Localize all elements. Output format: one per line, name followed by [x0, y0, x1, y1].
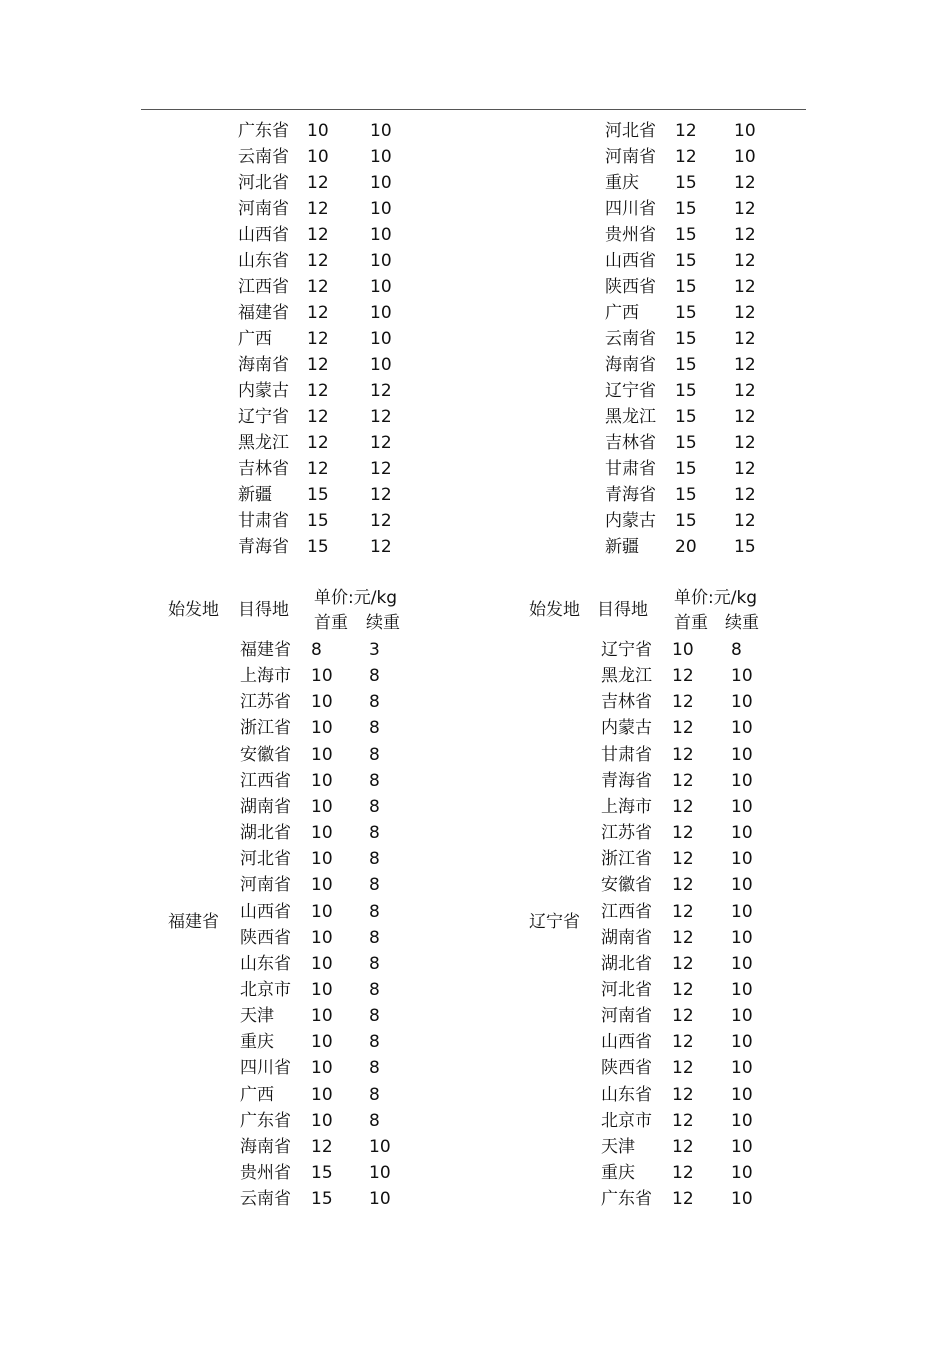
first-weight-cell: 10 — [311, 901, 333, 922]
destination-cell: 吉林省 — [238, 459, 289, 479]
destination-cell: 山西省 — [601, 1032, 652, 1053]
extra-weight-cell: 12 — [370, 433, 392, 453]
first-weight-cell: 12 — [672, 953, 694, 974]
extra-weight-cell: 8 — [369, 1032, 380, 1053]
extra-weight-cell: 8 — [369, 692, 380, 713]
destination-cell: 江西省 — [240, 770, 291, 791]
extra-weight-cell: 8 — [369, 666, 380, 687]
extra-weight-cell: 8 — [369, 1006, 380, 1027]
destination-cell: 上海市 — [240, 666, 291, 687]
destination-cell: 云南省 — [238, 147, 289, 167]
extra-weight-cell: 10 — [731, 953, 753, 974]
destination-cell: 云南省 — [605, 329, 656, 349]
extra-weight-cell: 3 — [369, 640, 380, 660]
extra-weight-cell: 10 — [731, 1163, 753, 1183]
destination-cell: 辽宁省 — [238, 407, 289, 427]
first-weight-cell: 12 — [307, 459, 329, 479]
destination-cell: 广东省 — [240, 1110, 291, 1131]
first-weight-cell: 12 — [307, 251, 329, 271]
first-weight-cell: 10 — [311, 1110, 333, 1131]
destination-cell: 重庆 — [601, 1163, 635, 1183]
destination-cell: 重庆 — [605, 173, 639, 193]
first-weight-cell: 12 — [307, 329, 329, 349]
destination-cell: 四川省 — [605, 199, 656, 219]
first-weight-cell: 10 — [311, 823, 333, 844]
destination-cell: 吉林省 — [601, 692, 652, 713]
destination-cell: 天津 — [240, 1006, 274, 1027]
first-weight-cell: 15 — [675, 173, 697, 193]
destination-cell: 青海省 — [601, 770, 652, 791]
extra-weight-cell: 12 — [734, 303, 756, 323]
destination-cell: 新疆 — [605, 537, 639, 557]
destination-cell: 河南省 — [605, 147, 656, 167]
first-weight-cell: 15 — [675, 277, 697, 297]
destination-cell: 贵州省 — [240, 1163, 291, 1183]
origin-column-header: 始发地 — [168, 600, 219, 620]
extra-weight-cell: 10 — [731, 875, 753, 896]
destination-cell: 广西 — [605, 303, 639, 323]
destination-cell: 广西 — [238, 329, 272, 349]
destination-cell: 山东省 — [240, 953, 291, 974]
first-weight-cell: 12 — [672, 979, 694, 1000]
first-weight-cell: 10 — [311, 1006, 333, 1027]
first-weight-cell: 12 — [672, 1058, 694, 1079]
first-weight-cell: 10 — [311, 849, 333, 870]
destination-cell: 内蒙古 — [605, 511, 656, 531]
extra-weight-cell: 12 — [734, 485, 756, 505]
first-weight-cell: 15 — [675, 459, 697, 479]
extra-weight-cell: 10 — [731, 796, 753, 817]
destination-cell: 黑龙江 — [605, 407, 656, 427]
destination-cell: 陕西省 — [240, 927, 291, 948]
extra-weight-cell: 15 — [734, 537, 756, 557]
extra-weight-cell: 10 — [370, 355, 392, 375]
extra-weight-cell: 8 — [369, 1084, 380, 1105]
extra-weight-cell: 8 — [369, 979, 380, 1000]
destination-cell: 河南省 — [238, 199, 289, 219]
first-weight-cell: 12 — [307, 303, 329, 323]
first-weight-cell: 10 — [311, 692, 333, 713]
destination-cell: 江苏省 — [240, 692, 291, 713]
extra-weight-cell: 8 — [369, 823, 380, 844]
destination-cell: 山西省 — [240, 901, 291, 922]
first-weight-cell: 10 — [311, 744, 333, 765]
extra-weight-header: 续重 — [366, 613, 400, 633]
extra-weight-cell: 10 — [731, 823, 753, 844]
destination-cell: 吉林省 — [605, 433, 656, 453]
extra-weight-cell: 8 — [369, 796, 380, 817]
first-weight-cell: 10 — [311, 796, 333, 817]
destination-cell: 广东省 — [238, 121, 289, 141]
destination-cell: 天津 — [601, 1136, 635, 1157]
extra-weight-cell: 8 — [369, 1110, 380, 1131]
unit-price-header: 单价:元/kg — [314, 588, 398, 608]
destination-cell: 河北省 — [601, 979, 652, 1000]
extra-weight-cell: 12 — [370, 381, 392, 401]
first-weight-cell: 10 — [311, 875, 333, 896]
first-weight-cell: 15 — [675, 355, 697, 375]
destination-cell: 上海市 — [601, 796, 652, 817]
first-weight-cell: 15 — [675, 407, 697, 427]
destination-cell: 湖南省 — [601, 927, 652, 948]
extra-weight-cell: 10 — [731, 979, 753, 1000]
destination-cell: 山西省 — [605, 251, 656, 271]
first-weight-cell: 10 — [311, 953, 333, 974]
first-weight-cell: 12 — [672, 1110, 694, 1131]
extra-weight-cell: 10 — [731, 1189, 753, 1210]
origin-column-header: 始发地 — [529, 600, 580, 620]
first-weight-cell: 12 — [672, 692, 694, 713]
destination-cell: 辽宁省 — [601, 640, 652, 660]
first-weight-cell: 12 — [672, 1006, 694, 1027]
first-weight-cell: 15 — [675, 251, 697, 271]
destination-cell: 浙江省 — [240, 718, 291, 739]
first-weight-cell: 10 — [307, 147, 329, 167]
destination-cell: 湖北省 — [240, 823, 291, 844]
extra-weight-cell: 10 — [369, 1189, 391, 1210]
first-weight-cell: 15 — [675, 485, 697, 505]
destination-cell: 河南省 — [240, 875, 291, 896]
destination-cell: 内蒙古 — [601, 718, 652, 739]
header-rule — [141, 109, 806, 110]
destination-cell: 河北省 — [238, 173, 289, 193]
extra-weight-cell: 10 — [370, 251, 392, 271]
extra-weight-cell: 12 — [370, 511, 392, 531]
first-weight-cell: 10 — [307, 121, 329, 141]
destination-cell: 湖南省 — [240, 796, 291, 817]
first-weight-cell: 15 — [675, 303, 697, 323]
first-weight-cell: 12 — [672, 1136, 694, 1157]
extra-weight-cell: 10 — [731, 718, 753, 739]
first-weight-cell: 15 — [307, 485, 329, 505]
destination-cell: 河北省 — [605, 121, 656, 141]
destination-cell: 青海省 — [238, 537, 289, 557]
first-weight-cell: 12 — [672, 1084, 694, 1105]
extra-weight-cell: 10 — [370, 121, 392, 141]
destination-cell: 四川省 — [240, 1058, 291, 1079]
first-weight-cell: 12 — [672, 796, 694, 817]
first-weight-cell: 12 — [672, 1032, 694, 1053]
extra-weight-cell: 12 — [734, 381, 756, 401]
destination-cell: 山东省 — [601, 1084, 652, 1105]
extra-weight-cell: 8 — [369, 744, 380, 765]
first-weight-cell: 10 — [311, 718, 333, 739]
origin-cell: 辽宁省 — [529, 912, 580, 932]
extra-weight-cell: 10 — [370, 199, 392, 219]
destination-cell: 河南省 — [601, 1006, 652, 1027]
extra-weight-cell: 10 — [731, 692, 753, 713]
extra-weight-cell: 12 — [734, 199, 756, 219]
first-weight-cell: 15 — [307, 537, 329, 557]
extra-weight-cell: 10 — [370, 225, 392, 245]
origin-cell: 福建省 — [168, 912, 219, 932]
destination-cell: 海南省 — [240, 1136, 291, 1157]
first-weight-cell: 10 — [311, 1058, 333, 1079]
first-weight-cell: 10 — [311, 979, 333, 1000]
extra-weight-cell: 12 — [734, 277, 756, 297]
extra-weight-cell: 10 — [731, 1032, 753, 1053]
first-weight-cell: 15 — [675, 329, 697, 349]
destination-cell: 辽宁省 — [605, 381, 656, 401]
first-weight-cell: 12 — [307, 381, 329, 401]
destination-cell: 北京市 — [601, 1110, 652, 1131]
extra-weight-cell: 10 — [370, 277, 392, 297]
first-weight-cell: 10 — [672, 640, 694, 660]
destination-cell: 甘肃省 — [601, 744, 652, 765]
extra-weight-cell: 12 — [370, 537, 392, 557]
extra-weight-cell: 8 — [369, 849, 380, 870]
extra-weight-cell: 10 — [731, 1058, 753, 1079]
destination-cell: 广东省 — [601, 1189, 652, 1210]
extra-weight-cell: 12 — [370, 485, 392, 505]
extra-weight-cell: 8 — [369, 901, 380, 922]
extra-weight-cell: 8 — [369, 875, 380, 896]
first-weight-cell: 15 — [675, 433, 697, 453]
extra-weight-cell: 8 — [369, 718, 380, 739]
first-weight-cell: 15 — [675, 225, 697, 245]
extra-weight-cell: 10 — [734, 121, 756, 141]
extra-weight-cell: 10 — [731, 1006, 753, 1027]
first-weight-header: 首重 — [314, 613, 348, 633]
destination-cell: 山西省 — [238, 225, 289, 245]
extra-weight-cell: 10 — [369, 1136, 391, 1157]
first-weight-cell: 15 — [307, 511, 329, 531]
destination-cell: 甘肃省 — [238, 511, 289, 531]
first-weight-cell: 12 — [311, 1136, 333, 1157]
destination-cell: 河北省 — [240, 849, 291, 870]
first-weight-cell: 12 — [307, 407, 329, 427]
destination-cell: 北京市 — [240, 979, 291, 1000]
destination-column-header: 目得地 — [597, 600, 648, 620]
first-weight-cell: 20 — [675, 537, 697, 557]
extra-weight-cell: 12 — [734, 459, 756, 479]
destination-cell: 江西省 — [601, 901, 652, 922]
destination-cell: 内蒙古 — [238, 381, 289, 401]
first-weight-cell: 10 — [311, 1084, 333, 1105]
extra-weight-cell: 10 — [731, 666, 753, 687]
first-weight-cell: 10 — [311, 666, 333, 687]
destination-cell: 青海省 — [605, 485, 656, 505]
extra-weight-cell: 10 — [370, 303, 392, 323]
extra-weight-cell: 10 — [731, 849, 753, 870]
destination-column-header: 目得地 — [238, 600, 289, 620]
first-weight-cell: 12 — [307, 355, 329, 375]
extra-weight-cell: 12 — [370, 407, 392, 427]
extra-weight-cell: 12 — [734, 433, 756, 453]
destination-cell: 黑龙江 — [601, 666, 652, 687]
extra-weight-cell: 10 — [731, 1136, 753, 1157]
destination-cell: 陕西省 — [605, 277, 656, 297]
destination-cell: 广西 — [240, 1084, 274, 1105]
first-weight-cell: 12 — [307, 199, 329, 219]
extra-weight-header: 续重 — [725, 613, 759, 633]
first-weight-cell: 12 — [307, 433, 329, 453]
extra-weight-cell: 10 — [369, 1163, 391, 1183]
extra-weight-cell: 10 — [731, 901, 753, 922]
first-weight-cell: 10 — [311, 770, 333, 791]
first-weight-cell: 15 — [311, 1189, 333, 1210]
first-weight-cell: 8 — [311, 640, 322, 660]
first-weight-cell: 10 — [311, 1032, 333, 1053]
extra-weight-cell: 10 — [731, 770, 753, 791]
destination-cell: 新疆 — [238, 485, 272, 505]
first-weight-cell: 12 — [672, 666, 694, 687]
destination-cell: 湖北省 — [601, 953, 652, 974]
extra-weight-cell: 12 — [734, 173, 756, 193]
destination-cell: 贵州省 — [605, 225, 656, 245]
destination-cell: 浙江省 — [601, 849, 652, 870]
first-weight-cell: 12 — [672, 718, 694, 739]
extra-weight-cell: 12 — [734, 225, 756, 245]
destination-cell: 重庆 — [240, 1032, 274, 1053]
unit-price-header: 单价:元/kg — [674, 588, 758, 608]
destination-cell: 江西省 — [238, 277, 289, 297]
destination-cell: 云南省 — [240, 1189, 291, 1210]
destination-cell: 安徽省 — [601, 875, 652, 896]
first-weight-cell: 12 — [675, 147, 697, 167]
first-weight-cell: 12 — [307, 277, 329, 297]
first-weight-cell: 15 — [675, 199, 697, 219]
destination-cell: 甘肃省 — [605, 459, 656, 479]
extra-weight-cell: 10 — [731, 744, 753, 765]
destination-cell: 山东省 — [238, 251, 289, 271]
first-weight-cell: 15 — [311, 1163, 333, 1183]
first-weight-cell: 12 — [672, 744, 694, 765]
extra-weight-cell: 12 — [734, 251, 756, 271]
extra-weight-cell: 12 — [734, 329, 756, 349]
first-weight-cell: 12 — [672, 901, 694, 922]
first-weight-cell: 12 — [672, 1189, 694, 1210]
destination-cell: 福建省 — [240, 640, 291, 660]
extra-weight-cell: 10 — [731, 927, 753, 948]
first-weight-cell: 12 — [672, 849, 694, 870]
first-weight-cell: 15 — [675, 381, 697, 401]
extra-weight-cell: 8 — [731, 640, 742, 660]
destination-cell: 陕西省 — [601, 1058, 652, 1079]
first-weight-cell: 12 — [307, 225, 329, 245]
first-weight-cell: 12 — [307, 173, 329, 193]
first-weight-cell: 12 — [672, 1163, 694, 1183]
first-weight-cell: 10 — [311, 927, 333, 948]
first-weight-cell: 15 — [675, 511, 697, 531]
extra-weight-cell: 8 — [369, 953, 380, 974]
extra-weight-cell: 10 — [370, 147, 392, 167]
extra-weight-cell: 12 — [370, 459, 392, 479]
extra-weight-cell: 8 — [369, 770, 380, 791]
destination-cell: 海南省 — [605, 355, 656, 375]
first-weight-cell: 12 — [672, 927, 694, 948]
destination-cell: 江苏省 — [601, 823, 652, 844]
first-weight-cell: 12 — [672, 770, 694, 791]
extra-weight-cell: 12 — [734, 407, 756, 427]
extra-weight-cell: 10 — [731, 1110, 753, 1131]
first-weight-cell: 12 — [675, 121, 697, 141]
first-weight-cell: 12 — [672, 823, 694, 844]
destination-cell: 黑龙江 — [238, 433, 289, 453]
extra-weight-cell: 8 — [369, 1058, 380, 1079]
first-weight-header: 首重 — [674, 613, 708, 633]
extra-weight-cell: 8 — [369, 927, 380, 948]
extra-weight-cell: 12 — [734, 355, 756, 375]
extra-weight-cell: 10 — [370, 329, 392, 349]
extra-weight-cell: 10 — [370, 173, 392, 193]
destination-cell: 福建省 — [238, 303, 289, 323]
extra-weight-cell: 10 — [734, 147, 756, 167]
first-weight-cell: 12 — [672, 875, 694, 896]
destination-cell: 安徽省 — [240, 744, 291, 765]
extra-weight-cell: 10 — [731, 1084, 753, 1105]
extra-weight-cell: 12 — [734, 511, 756, 531]
destination-cell: 海南省 — [238, 355, 289, 375]
